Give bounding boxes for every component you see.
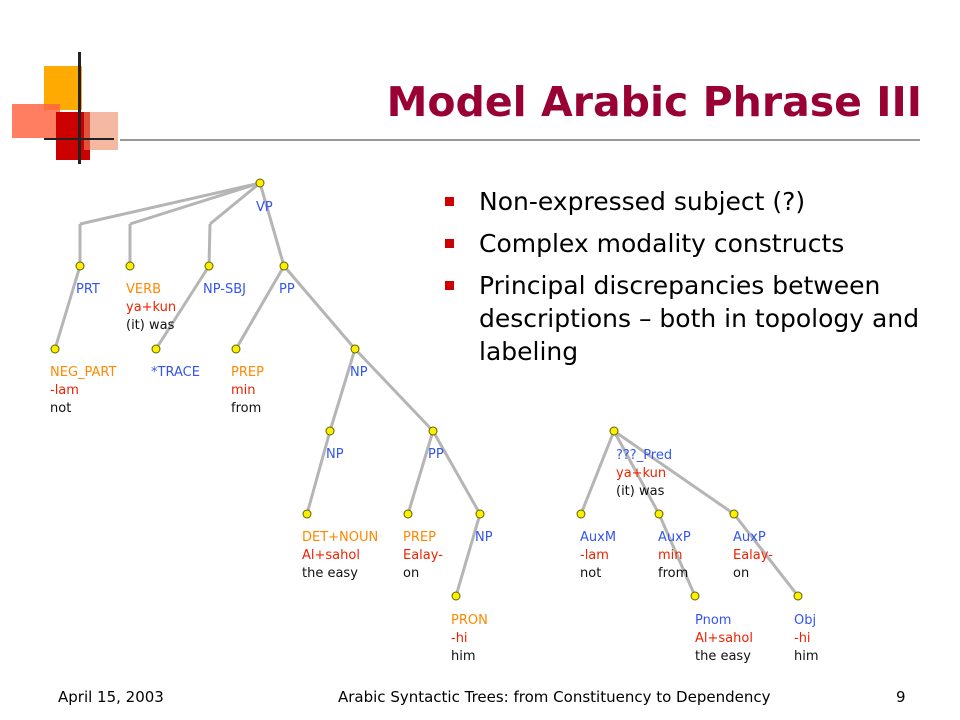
dep-obj-form: -hi bbox=[794, 631, 811, 646]
node-prep-min-gloss: from bbox=[231, 401, 262, 416]
dep-auxp-ealay-form: Ealay- bbox=[733, 548, 773, 563]
node-np-inner: NP bbox=[326, 447, 344, 462]
dep-pred-tag: ???_Pred bbox=[616, 448, 673, 463]
node-np-sbj: NP-SBJ bbox=[203, 282, 246, 297]
dep-auxp-ealay-gloss: on bbox=[733, 566, 750, 581]
node-neg-part-gloss: not bbox=[50, 401, 72, 416]
node-verb-gloss: (it) was bbox=[126, 318, 175, 333]
dependency-tree bbox=[577, 427, 819, 664]
node-neg-part-form: -lam bbox=[50, 383, 79, 398]
bullet-text: Non-expressed subject (?) bbox=[479, 187, 806, 216]
dep-pred-gloss: (it) was bbox=[616, 484, 665, 499]
dep-auxp-min-gloss: from bbox=[658, 566, 689, 581]
node-verb-form: ya+kun bbox=[126, 300, 177, 315]
dep-auxm-gloss: not bbox=[580, 566, 602, 581]
node-neg-part-tag: NEG_PART bbox=[50, 365, 117, 380]
node-np-upper: NP bbox=[350, 365, 368, 380]
dep-obj-tag: Obj bbox=[794, 613, 817, 628]
node-prt: PRT bbox=[76, 282, 100, 297]
bullet-text: Principal discrepancies between descriptions – both in topology and labeling bbox=[479, 271, 920, 366]
bullet-text: Complex modality constructs bbox=[479, 229, 845, 258]
dep-pred-form: ya+kun bbox=[616, 466, 667, 481]
dep-auxp-min-tag: AuxP bbox=[658, 530, 691, 545]
dep-pnom-tag: Pnom bbox=[695, 613, 732, 628]
node-det-noun-tag: DET+NOUN bbox=[302, 530, 379, 545]
dep-auxm-tag: AuxM bbox=[580, 530, 617, 545]
dep-obj-gloss: him bbox=[794, 649, 819, 664]
slide-title: Model Arabic Phrase III bbox=[386, 78, 922, 126]
node-prep-min-tag: PREP bbox=[231, 365, 264, 380]
dep-auxp-min-form: min bbox=[658, 548, 683, 563]
node-np-leaf: NP bbox=[475, 530, 493, 545]
node-pron-tag: PRON bbox=[451, 613, 488, 628]
node-trace: *TRACE bbox=[151, 365, 200, 380]
node-prep-ealay-gloss: on bbox=[403, 566, 420, 581]
footer-page-number: 9 bbox=[896, 688, 906, 706]
node-det-noun-form: Al+sahol bbox=[302, 548, 360, 563]
node-pp: PP bbox=[279, 282, 295, 297]
dep-auxm-form: -lam bbox=[580, 548, 609, 563]
footer-date: April 15, 2003 bbox=[58, 688, 164, 706]
node-pron-form: -hi bbox=[451, 631, 468, 646]
node-prep-min-form: min bbox=[231, 383, 256, 398]
node-prep-ealay-form: Ealay- bbox=[403, 548, 443, 563]
node-pron-gloss: him bbox=[451, 649, 476, 664]
dep-pnom-gloss: the easy bbox=[695, 649, 751, 664]
node-pp-inner: PP bbox=[428, 447, 444, 462]
footer-title: Arabic Syntactic Trees: from Constituency to Dependency bbox=[338, 688, 771, 706]
node-vp: VP bbox=[256, 200, 273, 215]
dep-auxp-ealay-tag: AuxP bbox=[733, 530, 766, 545]
dep-pnom-form: Al+sahol bbox=[695, 631, 753, 646]
node-prep-ealay-tag: PREP bbox=[403, 530, 436, 545]
node-verb-tag: VERB bbox=[126, 282, 162, 297]
node-det-noun-gloss: the easy bbox=[302, 566, 358, 581]
